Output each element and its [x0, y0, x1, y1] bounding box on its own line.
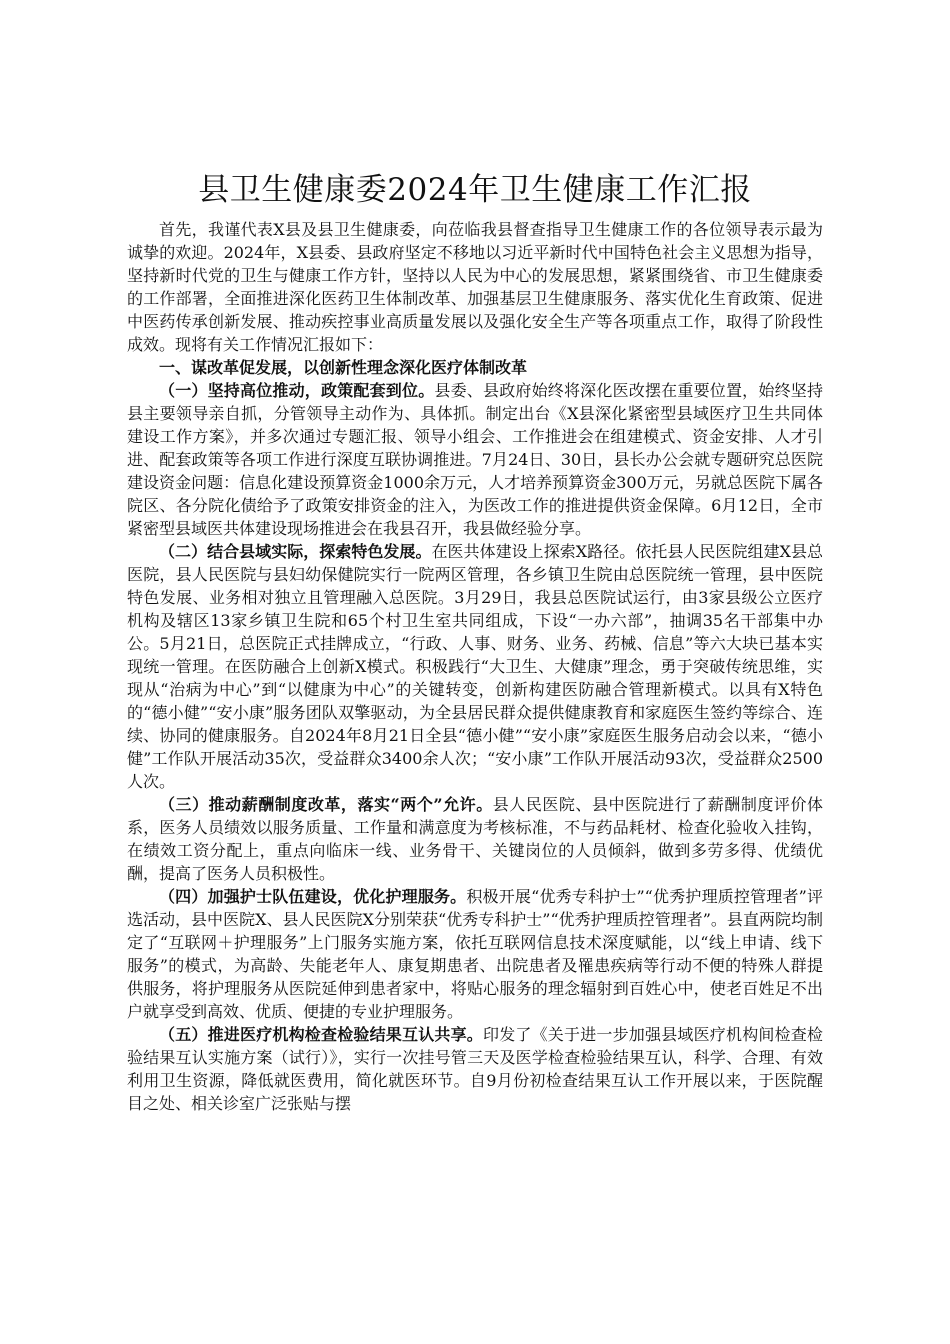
item-lead: （三）推动薪酬制度改革，落实“两个”允许。 [159, 795, 493, 814]
item-body: 在医共体建设上探索X路径。依托县人民医院组建X县总医院，县人民医院与县妇幼保健院实行一院两区管理，各乡镇卫生院由总医院统一管理，县中医院特色发展、业务相对独立且管理融入总医院。3月29日，我县总医院试运行，由3家县级公立医疗机构及辖区13家乡镇卫生院和65个村卫生室共同组成，下设“一办六部”，抽调35名干部集中办公。5月21日，总医院正式挂牌成立，“行政、人事、财务、业务、药械、信息”等六大块已基本实现统一管理。在医防融合上创新X模式。积极践行“大卫生、大健康”理念，勇于突破传统思维，实现从“治病为中心”到“以健康为中心”的关键转变，创新构建医防融合管理新模式。以具有X特色的“德小健”“安小康”服务团队双擎驱动，为全县居民群众提供健康教育和家庭医生签约等综合、连续、协同的健康服务。自2024年8月21日全县“德小健”“安小康”家庭医生服务启动会以来，“德小健”工作队开展活动35次，受益群众3400余人次；“安小康”工作队开展活动93次，受益群众2500人次。 [127, 542, 823, 791]
item-body: 县人民医院、县中医院进行了薪酬制度评价体系，医务人员绩效以服务质量、工作量和满意度为考核标准，不与药品耗材、检查化验收入挂钩，在绩效工资分配上，重点向临床一线、业务骨干、关键岗位的人员倾斜，做到多劳多得、优绩优酬，提高了医务人员积极性。 [127, 795, 823, 883]
item-paragraph [127, 793, 823, 885]
item-lead: （二）结合县域实际，探索特色发展。 [159, 542, 432, 561]
item-lead: （一）坚持高位推动，政策配套到位。 [159, 381, 435, 400]
item-paragraph [127, 1023, 823, 1115]
item-lead: （五）推进医疗机构检查检验结果互认共享。 [159, 1025, 483, 1044]
item-lead: （四）加强护士队伍建设，优化护理服务。 [159, 887, 467, 906]
item-paragraph [127, 885, 823, 1023]
item-body: 县委、县政府始终将深化医改摆在重要位置，始终坚持县主要领导亲自抓，分管领导主动作为、具体抓。制定出台《X县深化紧密型县域医疗卫生共同体建设工作方案》，并多次通过专题汇报、领导小组会、工作推进会在组建模式、资金安排、人才引进、配套政策等各项工作进行深度互联协调推进。7月24日、30日，县长办公会就专题研究总医院建设资金问题：信息化建设预算资金1000余万元，人才培养预算资金300万元，另就总医院下属各院区、各分院化债给予了政策安排资金的注入，为医改工作的推进提供资金保障。6月12日，全市紧密型县域医共体建设现场推进会在我县召开，我县做经验分享。 [127, 381, 823, 538]
item-body: 积极开展“优秀专科护士”“优秀护理质控管理者”评选活动，县中医院X、县人民医院X分别荣获“优秀专科护士”“优秀护理质控管理者”。县直两院均制定了“互联网＋护理服务”上门服务实施方案，依托互联网信息技术深度赋能，以“线上申请、线下服务”的模式，为高龄、失能老年人、康复期患者、出院患者及罹患疾病等行动不便的特殊人群提供服务，将护理服务从医院延伸到患者家中，将贴心服务的理念辐射到百姓心中，使老百姓足不出户就享受到高效、优质、便捷的专业护理服务。 [127, 887, 823, 1021]
item-body: 印发了《关于进一步加强县域医疗机构间检查检验结果互认实施方案（试行）》，实行一次挂号管三天及医学检查检验结果互认，科学、合理、有效利用卫生资源，降低就医费用，简化就医环节。自9月份初检查结果互认工作开展以来，于医院醒目之处、相关诊室广泛张贴与摆 [127, 1025, 823, 1113]
intro-paragraph: 首先，我谨代表X县及县卫生健康委，向莅临我县督查指导卫生健康工作的各位领导表示最为诚挚的欢迎。2024年，X县委、县政府坚定不移地以习近平新时代中国特色社会主义思想为指导，坚持新时代党的卫生与健康工作方针，坚持以人民为中心的发展思想，紧紧围绕省、市卫生健康委的工作部署，全面推进深化医药卫生体制改革、加强基层卫生健康服务、落实优化生育政策、促进中医药传承创新发展、推动疾控事业高质量发展以及强化安全生产等各项重点工作，取得了阶段性成效。现将有关工作情况汇报如下： [127, 220, 823, 354]
item-paragraph [127, 540, 823, 793]
section-heading: 一、谋改革促发展，以创新性理念深化医疗体制改革 [159, 358, 528, 377]
document-page [127, 168, 823, 1115]
document-title: 县卫生健康委2024年卫生健康工作汇报 [198, 172, 752, 208]
item-paragraph [127, 379, 823, 540]
